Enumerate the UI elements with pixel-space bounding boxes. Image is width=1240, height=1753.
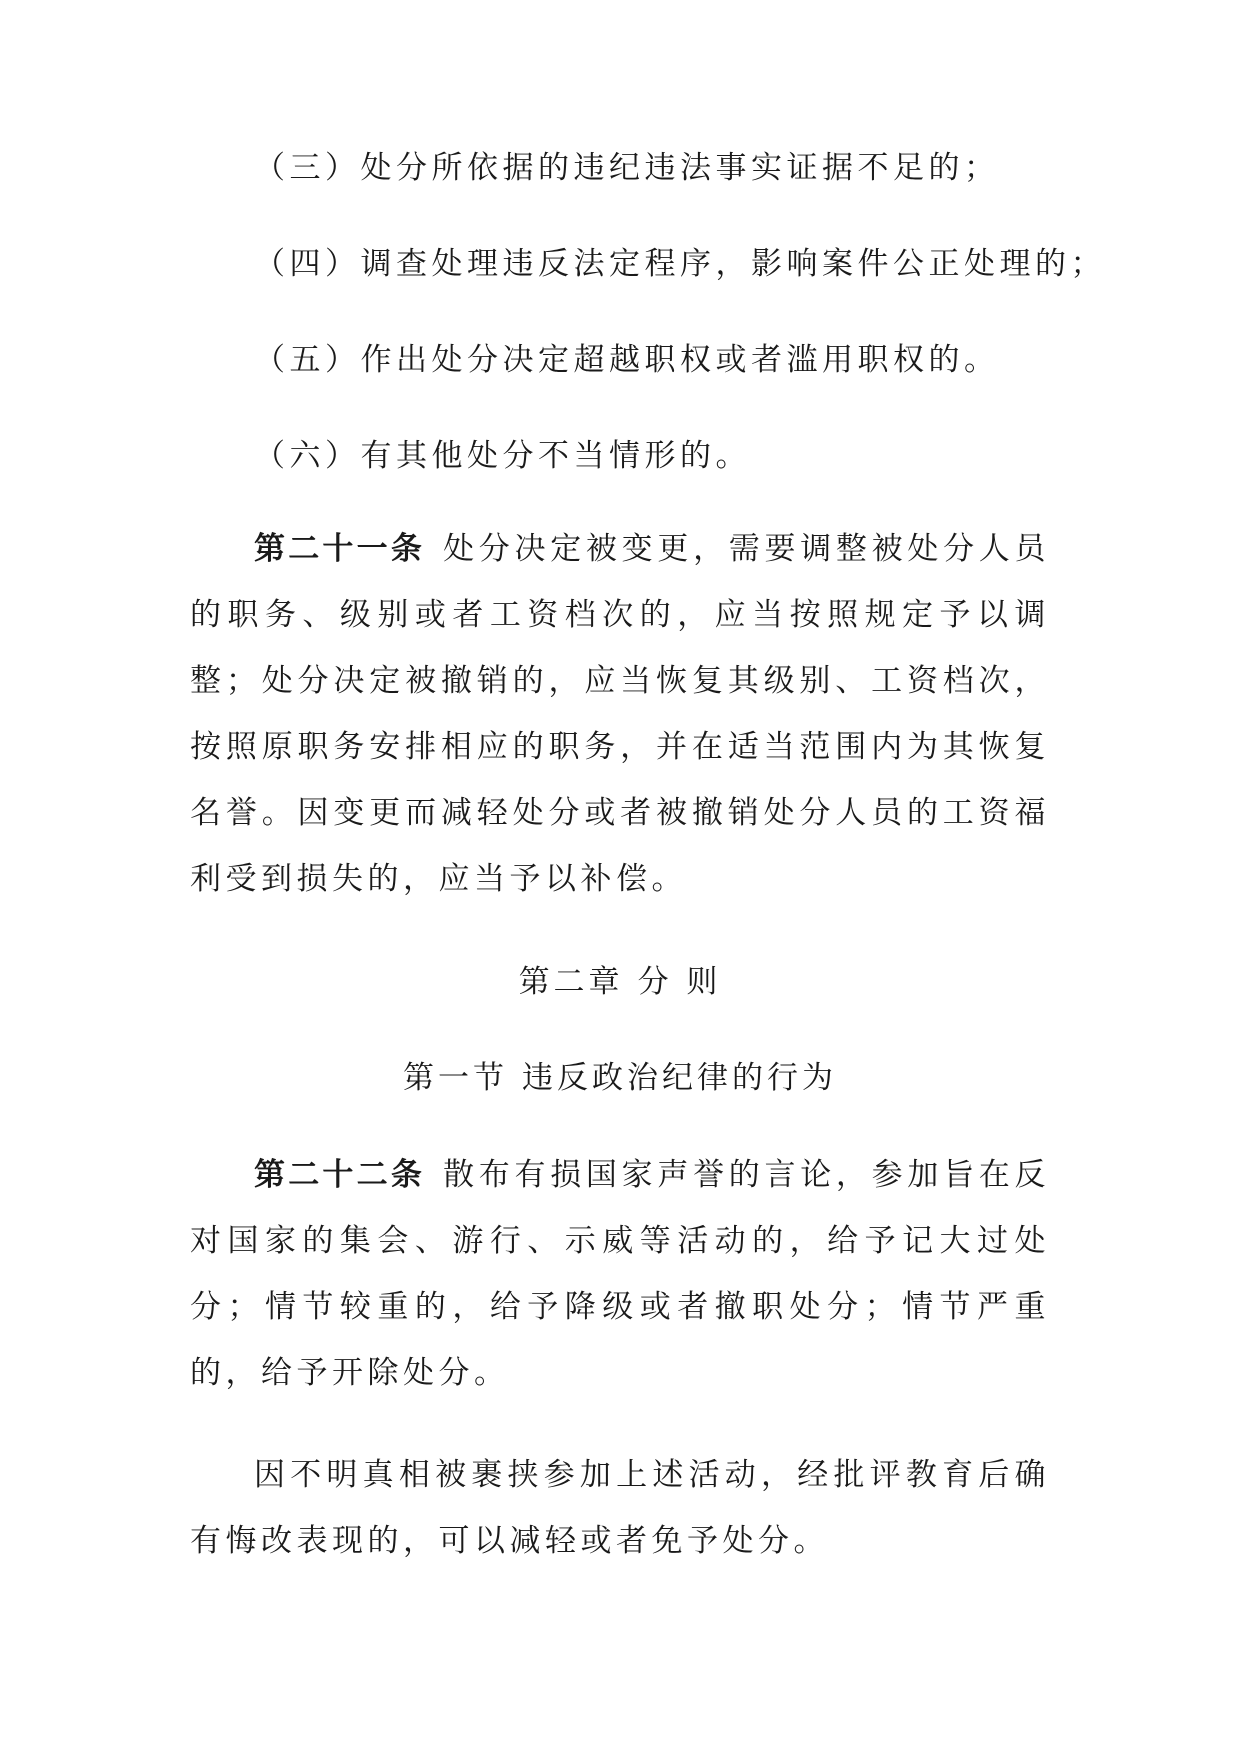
article-22 [190,1142,1050,1406]
section-title: 违反政治纪律的行为 [522,1060,837,1096]
article-21-number: 第二十一条 [254,531,426,567]
chapter-title: 分 则 [637,964,722,1000]
article-22-number: 第二十二条 [254,1157,426,1193]
section-heading [190,1058,1050,1098]
article-21 [190,516,1050,912]
list-item-6: （六）有其他处分不当情形的。 [254,438,751,474]
document-body [190,148,1106,1610]
list-item-3: （三）处分所依据的违纪违法事实证据不足的； [254,150,1000,186]
list-item-4: （四）调查处理违反法定程序，影响案件公正处理的； [254,246,1106,282]
article-21-text: 处分决定被变更，需要调整被处分人员的职务、级别或者工资档次的，应当按照规定予以调整；处分决定被撤销的，应当恢复其级别、工资档次，按照原职务安排相应的职务，并在适当范围内为其恢复名誉。因变更而减轻处分或者被撤销处分人员的工资福利受到损失的，应当予以补偿。 [190,531,1051,897]
section-number: 第一节 [403,1060,508,1096]
chapter-heading [190,962,1050,1002]
chapter-number: 第二章 [518,964,624,1000]
list-item-5: （五）作出处分决定超越职权或者滥用职权的。 [254,342,1000,378]
article-22-paragraph-2: 因不明真相被裹挟参加上述活动，经批评教育后确有悔改表现的，可以减轻或者免予处分。 [190,1457,1050,1559]
article-22-text: 散布有损国家声誉的言论，参加旨在反对国家的集会、游行、示威等活动的，给予记大过处分；情节较重的，给予降级或者撤职处分；情节严重的，给予开除处分。 [190,1157,1051,1391]
